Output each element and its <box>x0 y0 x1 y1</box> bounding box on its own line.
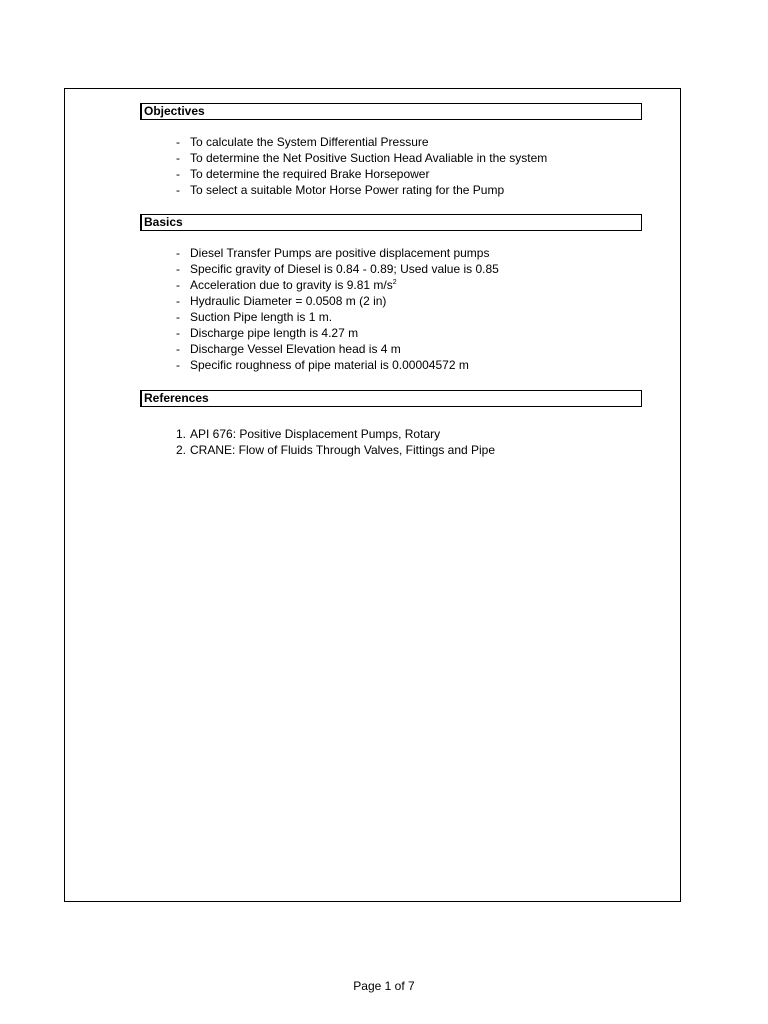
reference-text: API 676: Positive Displacement Pumps, Rotary <box>190 427 441 441</box>
bullet-marker: - <box>176 294 180 308</box>
bullet-marker: - <box>176 278 180 292</box>
bullet-marker: - <box>176 167 180 181</box>
basics-text: Specific gravity of Diesel is 0.84 - 0.89; Used value is 0.85 <box>190 262 499 276</box>
bullet-marker: - <box>176 246 180 260</box>
list-item <box>176 357 499 373</box>
list-item <box>176 309 499 325</box>
list-item <box>176 442 495 458</box>
objective-text: To determine the Net Positive Suction Head Avaliable in the system <box>190 151 548 165</box>
bullet-marker: - <box>176 183 180 197</box>
objective-text: To select a suitable Motor Horse Power rating for the Pump <box>190 183 505 197</box>
references-list <box>176 426 495 458</box>
objective-text: To calculate the System Differential Pressure <box>190 135 429 149</box>
basics-heading: Basics <box>140 214 642 231</box>
bullet-marker: - <box>176 358 180 372</box>
list-item <box>176 245 499 261</box>
page-frame <box>64 88 681 902</box>
list-item <box>176 150 547 166</box>
list-item <box>176 293 499 309</box>
number-marker: 1. <box>176 427 187 441</box>
basics-text: Diesel Transfer Pumps are positive displacement pumps <box>190 246 490 260</box>
bullet-marker: - <box>176 135 180 149</box>
objectives-heading: Objectives <box>140 103 642 120</box>
list-item <box>176 277 499 293</box>
number-marker: 2. <box>176 443 187 457</box>
bullet-marker: - <box>176 342 180 356</box>
references-heading: References <box>140 390 642 407</box>
list-item <box>176 341 499 357</box>
basics-text: Discharge pipe length is 4.27 m <box>190 326 359 340</box>
superscript-exponent: 2 <box>392 279 397 286</box>
list-item <box>176 261 499 277</box>
bullet-marker: - <box>176 262 180 276</box>
basics-text: Acceleration due to gravity is 9.81 m/s <box>190 278 393 292</box>
basics-text: Discharge Vessel Elevation head is 4 m <box>190 342 401 356</box>
objective-text: To determine the required Brake Horsepower <box>190 167 430 181</box>
reference-text: CRANE: Flow of Fluids Through Valves, Fittings and Pipe <box>190 443 496 457</box>
basics-list <box>176 245 499 373</box>
list-item <box>176 134 547 150</box>
list-item <box>176 426 495 442</box>
bullet-marker: - <box>176 151 180 165</box>
page-number: Page 1 of 7 <box>353 979 415 993</box>
basics-text: Suction Pipe length is 1 m. <box>190 310 333 324</box>
basics-text: Specific roughness of pipe material is 0.00004572 m <box>190 358 469 372</box>
bullet-marker: - <box>176 326 180 340</box>
objectives-list <box>176 134 547 198</box>
basics-text: Hydraulic Diameter = 0.0508 m (2 in) <box>190 294 387 308</box>
bullet-marker: - <box>176 310 180 324</box>
list-item <box>176 166 547 182</box>
list-item <box>176 182 547 198</box>
list-item <box>176 325 499 341</box>
